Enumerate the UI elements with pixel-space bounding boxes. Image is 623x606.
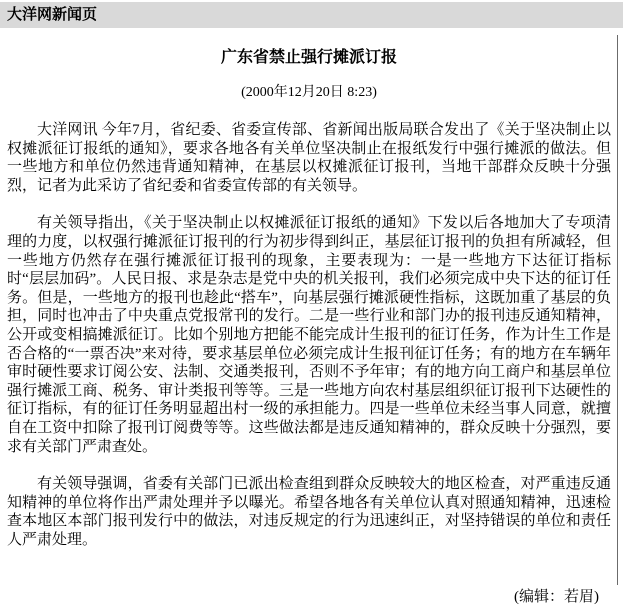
editor-credit: (编辑：若眉) [514, 589, 599, 606]
article-title: 广东省禁止强行摊派订报 [220, 49, 397, 66]
article-content [0, 44, 623, 606]
article-paragraph: 有关领导指出，《关于坚决制止以权摊派征订报纸的通知》下发以后各地加大了专项清理的力度，以权强行摊派征订报刊的行为初步得到纠正，基层征订报刊的负担有所减轻，但一些地方仍然存在强行摊派征订报刊的现象，主要表现为：一是一些地方下达征订指标时“层层加码”。人民日报、求是杂志是党中央的机关报刊，我们必须完成中央下达的征订任务。但是，一些地方的报刊也趁此“搭车”，向基层强行摊派硬性指标，这既加重了基层的负担，同时也冲击了中央重点党报常刊的发行。二是一些行业和部门办的报刊违反通知精神，公开或变相搞摊派征订。比如个别地方把能不能完成计生报刊的征订任务，作为计生工作是否合格的“一票否决”来对待，要求基层单位必须完成计生报刊征订任务；有的地方在车辆年审时硬性要求订阅公安、法制、交通类报刊，否则不予年审；有的地方向工商户和基层单位强行摊派工商、税务、审计类报刊等等。三是一些地方向农村基层组织征订报刊下达硬性的征订指标，有的征订任务明显超出村一级的承担能力。四是一些单位未经当事人同意，就擅自在工资中扣除了报刊订阅费等等。这些做法都是违反通知精神的，群众反映十分强烈，要求有关部门严肃查处。 [7, 215, 611, 455]
article-paragraph: 有关领导强调，省委有关部门已派出检查组到群众反映较大的地区检查，对严重违反通知精神的单位将作出严肃处理并予以曝光。希望各地各有关单位认真对照通知精神，迅速检查本地区本部门报刊发行中的做法，对违反规定的行为迅速纠正，对坚持错误的单位和责任人严肃处理。 [7, 476, 611, 548]
article-date: (2000年12月20日 8:23) [241, 85, 377, 100]
article-paragraph: 大洋网讯 今年7月，省纪委、省委宣传部、省新闻出版局联合发出了《关于坚决制止以权摊派征订报纸的通知》，要求各地各有关单位坚决制止在报纸发行中强行摊派的做法。但一些地方和单位仍然违背通知精神，在基层以权摊派征订报刊，当地干部群众反映十分强烈，记者为此采访了省纪委和省委宣传部的有关领导。 [7, 122, 611, 194]
article-body [7, 121, 611, 549]
site-header-bar [0, 2, 623, 28]
site-title: 大洋网新闻页 [7, 7, 98, 23]
frame-right-border [617, 35, 618, 585]
